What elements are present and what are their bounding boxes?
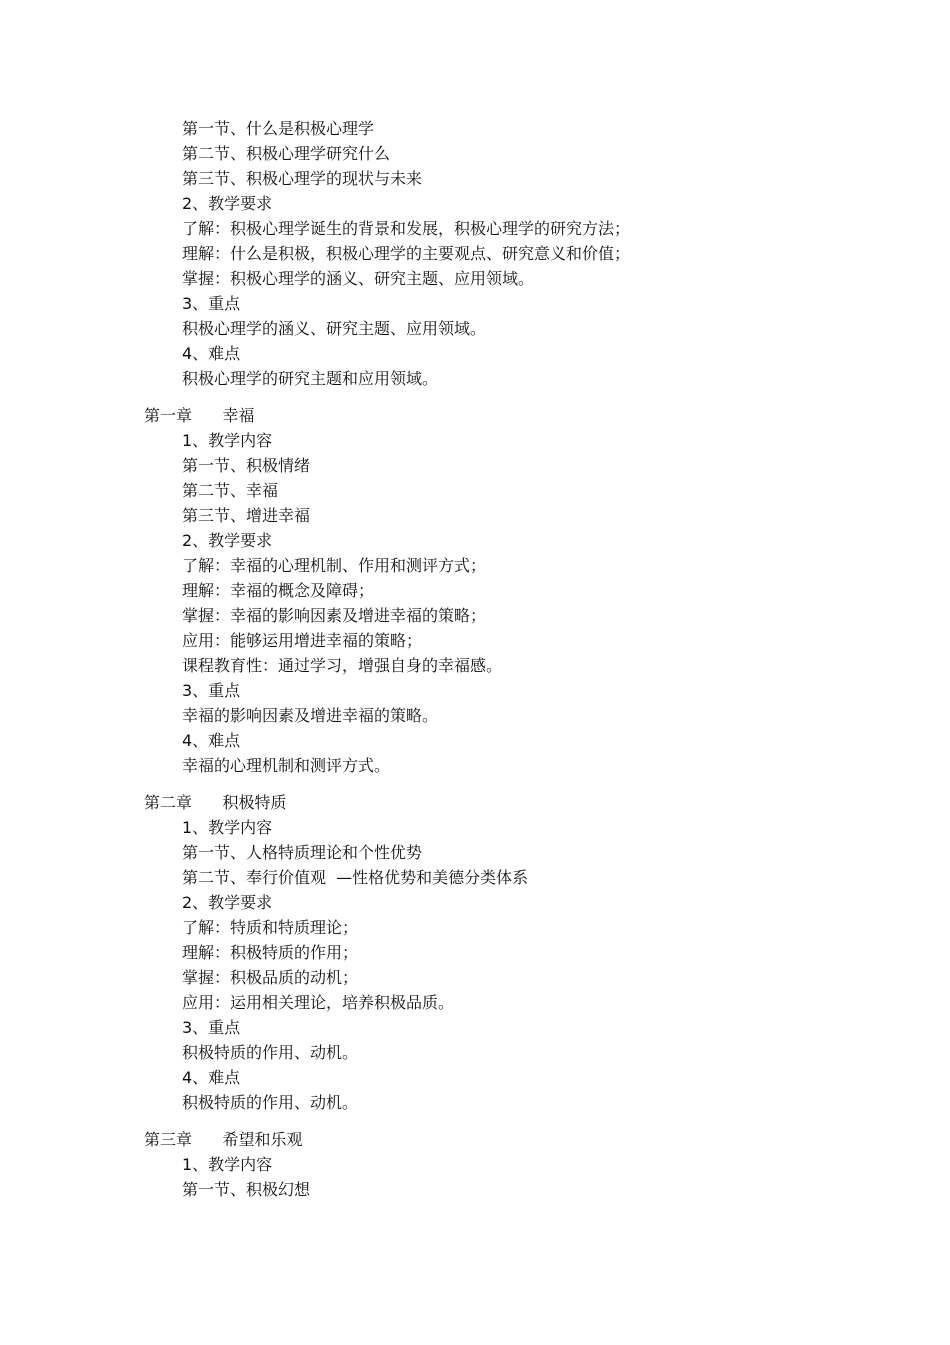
section-line: 第三节、积极心理学的现状与未来 bbox=[182, 169, 423, 188]
requirement-line: 掌握：幸福的影响因素及增进幸福的策略； bbox=[182, 606, 487, 625]
section-line: 第一节、人格特质理论和个性优势 bbox=[182, 843, 423, 862]
chapter-2-section bbox=[0, 790, 950, 1115]
requirement-line: 理解：积极特质的作用； bbox=[182, 943, 359, 962]
subheading: 2、教学要求 bbox=[182, 531, 273, 550]
requirement-line: 应用：能够运用增进幸福的策略； bbox=[182, 631, 423, 650]
requirement-line: 了解：积极心理学诞生的背景和发展，积极心理学的研究方法； bbox=[182, 219, 631, 238]
difficulty-line: 幸福的心理机制和测评方式。 bbox=[182, 756, 391, 775]
key-point-line: 积极特质的作用、动机。 bbox=[182, 1043, 359, 1062]
chapter-3-section bbox=[0, 1127, 950, 1202]
requirement-line: 了解：幸福的心理机制、作用和测评方式； bbox=[182, 556, 487, 575]
chapter-title: 第三章 希望和乐观 bbox=[144, 1130, 303, 1149]
requirement-line: 课程教育性：通过学习，增强自身的幸福感。 bbox=[182, 656, 503, 675]
subheading: 2、教学要求 bbox=[182, 194, 273, 213]
section-line: 第一节、积极情绪 bbox=[182, 456, 311, 475]
requirement-line: 理解：幸福的概念及障碍； bbox=[182, 581, 375, 600]
chapter-title: 第一章 幸福 bbox=[144, 406, 255, 425]
chapter-1-section bbox=[0, 403, 950, 778]
requirement-line: 理解：什么是积极，积极心理学的主要观点、研究意义和价值； bbox=[182, 244, 631, 263]
subheading: 1、教学内容 bbox=[182, 818, 273, 837]
section-line: 第二节、奉行价值观 —性格优势和美德分类体系 bbox=[182, 868, 529, 887]
requirement-line: 掌握：积极心理学的涵义、研究主题、应用领域。 bbox=[182, 269, 535, 288]
subheading: 1、教学内容 bbox=[182, 1155, 273, 1174]
document-page bbox=[0, 116, 950, 1202]
subheading: 4、难点 bbox=[182, 1068, 241, 1087]
intro-section bbox=[0, 116, 950, 391]
section-line: 第一节、积极幻想 bbox=[182, 1180, 311, 1199]
subheading: 3、重点 bbox=[182, 1018, 241, 1037]
subheading: 2、教学要求 bbox=[182, 893, 273, 912]
subheading: 1、教学内容 bbox=[182, 431, 273, 450]
requirement-line: 了解：特质和特质理论； bbox=[182, 918, 359, 937]
difficulty-line: 积极心理学的研究主题和应用领域。 bbox=[182, 369, 439, 388]
key-point-line: 幸福的影响因素及增进幸福的策略。 bbox=[182, 706, 439, 725]
section-line: 第二节、积极心理学研究什么 bbox=[182, 144, 391, 163]
key-point-line: 积极心理学的涵义、研究主题、应用领域。 bbox=[182, 319, 487, 338]
section-line: 第二节、幸福 bbox=[182, 481, 279, 500]
section-line: 第三节、增进幸福 bbox=[182, 506, 311, 525]
subheading: 4、难点 bbox=[182, 344, 241, 363]
subheading: 3、重点 bbox=[182, 294, 241, 313]
subheading: 3、重点 bbox=[182, 681, 241, 700]
requirement-line: 掌握：积极品质的动机； bbox=[182, 968, 359, 987]
chapter-title: 第二章 积极特质 bbox=[144, 793, 287, 812]
section-line: 第一节、什么是积极心理学 bbox=[182, 119, 375, 138]
requirement-line: 应用：运用相关理论，培养积极品质。 bbox=[182, 993, 455, 1012]
subheading: 4、难点 bbox=[182, 731, 241, 750]
difficulty-line: 积极特质的作用、动机。 bbox=[182, 1093, 359, 1112]
